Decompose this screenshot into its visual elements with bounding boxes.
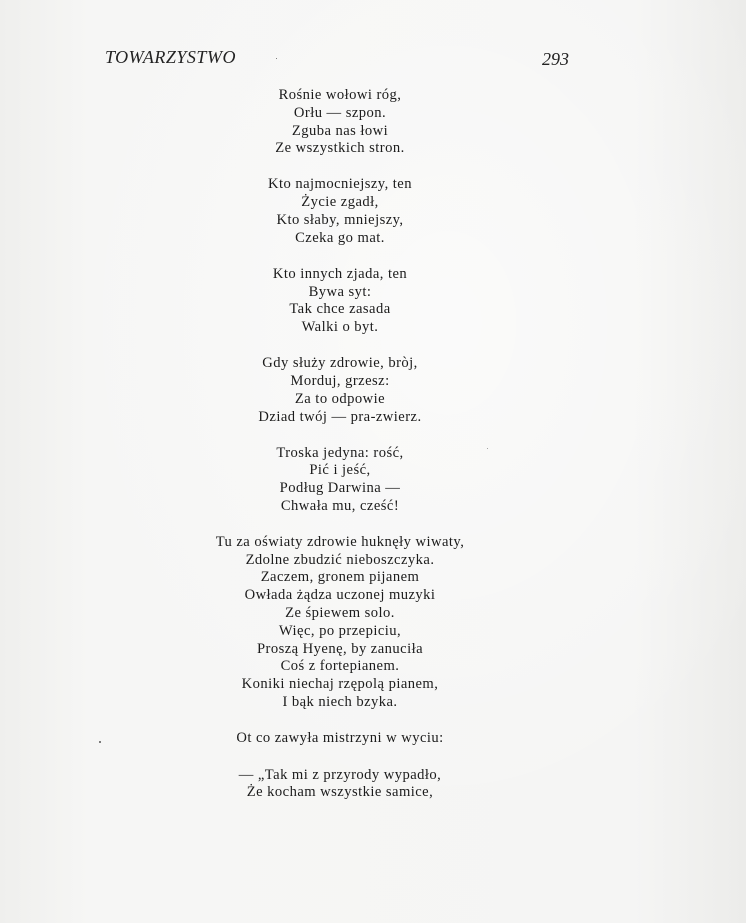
stanza-1: [0, 87, 680, 158]
poem-line: Rośnie wołowi róg,: [278, 87, 402, 103]
poem-line: Podług Darwina —: [279, 480, 401, 497]
poem-line: Coś z fortepianem.: [280, 658, 400, 675]
stanza-2: [0, 176, 680, 247]
poem-line: Owłada żądza uczonej muzyki: [244, 587, 436, 604]
poem-line: Ot co zawyła mistrzyni w wyciu:: [236, 730, 444, 747]
poem-line: Więc, po przepiciu,: [278, 622, 402, 639]
poem-line: Kto słaby, mniejszy,: [276, 211, 404, 228]
poem-line: Zdolne zbudzić nieboszczyka.: [245, 551, 435, 568]
poem-line: Czeka go mat.: [295, 229, 385, 246]
poem-line: Tak chce zasada: [289, 301, 391, 318]
stanza-6: [0, 534, 680, 712]
stanza-4: [0, 355, 680, 426]
poem-line: I bąk niech bzyka.: [282, 694, 398, 711]
poem-line: Że kocham wszystkie samice,: [246, 784, 434, 801]
poem-body: [0, 87, 680, 820]
poem-line: Bywa syt:: [308, 283, 372, 300]
poem-line: Walki o byt.: [301, 319, 379, 336]
poem-line: Troska jedyna: rość,: [276, 444, 404, 461]
paper-speck: [487, 448, 488, 449]
poem-line: Morduj, grzesz:: [290, 372, 390, 389]
poem-line: Koniki niechaj rzępolą pianem,: [241, 676, 439, 693]
poem-line: Ze śpiewem solo.: [285, 605, 395, 622]
poem-line: Kto najmocniejszy, ten: [268, 176, 412, 193]
stanza-8: [0, 767, 680, 803]
poem-line: Pić i jeść,: [309, 462, 371, 479]
poem-line: — „Tak mi z przyrody wypadło,: [238, 766, 442, 783]
poem-line: Dziad twój — pra-zwierz.: [258, 408, 422, 425]
paper-speck: [276, 58, 277, 59]
stanza-3: [0, 266, 680, 337]
poem-line: Zguba nas łowi: [291, 122, 389, 139]
poem-line: Kto innych zjada, ten: [272, 265, 408, 282]
poem-line: Życie zgadł,: [301, 194, 379, 211]
poem-line: Proszą Hyenę, by zanuciła: [256, 640, 424, 657]
stanza-7: [0, 730, 680, 748]
poem-line: Orłu — szpon.: [293, 104, 387, 121]
paper-speck: [99, 741, 101, 743]
poem-line: Za to odpowie: [294, 390, 386, 407]
poem-line: Tu za oświaty zdrowie huknęły wiwaty,: [215, 533, 465, 550]
poem-line: Zaczem, gronem pijanem: [260, 569, 420, 586]
stanza-5: [0, 445, 680, 516]
poem-line: Gdy służy zdrowie, bròj,: [262, 355, 418, 372]
poem-line: Ze wszystkich stron.: [275, 140, 405, 157]
page-number: 293: [542, 49, 569, 69]
running-title: TOWARZYSTWO: [105, 47, 236, 67]
poem-line: Chwała mu, cześć!: [280, 497, 400, 514]
